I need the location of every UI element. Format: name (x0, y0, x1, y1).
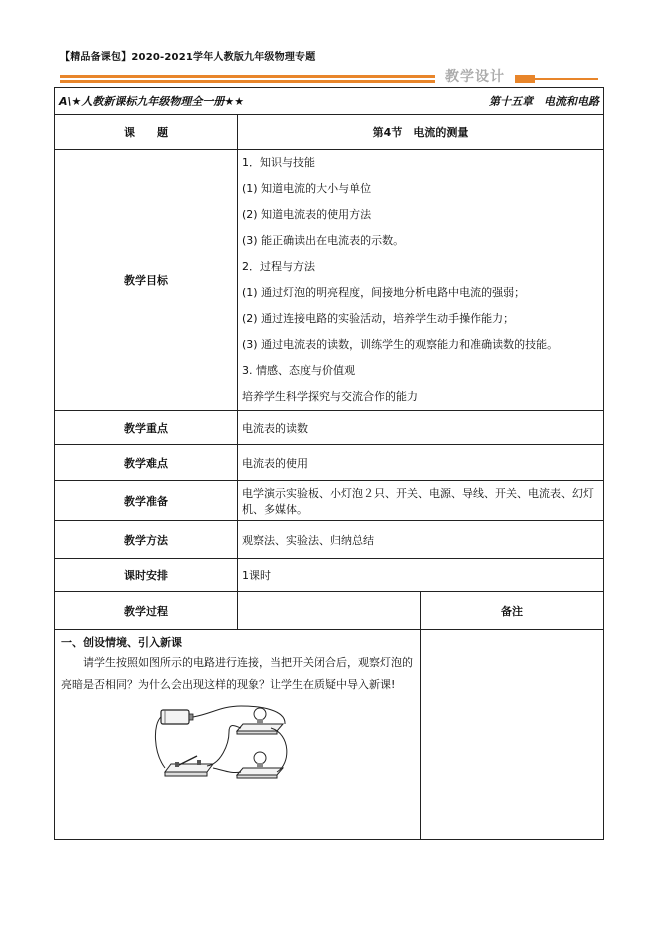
topic-row (55, 115, 604, 150)
objective-line: (1) 通过灯泡的明亮程度，间接地分析电路中电流的强弱； (242, 286, 526, 299)
objective-line: 2．过程与方法 (242, 260, 315, 273)
key-point-row (55, 411, 604, 445)
header-rule-tail (513, 78, 598, 80)
objectives-row (55, 150, 604, 411)
process-header-row (55, 592, 604, 630)
circuit-diagram-icon (151, 704, 301, 786)
process-content (55, 630, 421, 840)
process-content-row (55, 630, 604, 840)
section-title: 一、创设情境、引入新课 (61, 636, 182, 649)
process-header-spacer (238, 592, 421, 630)
difficulty-row (55, 445, 604, 481)
schedule-row (55, 559, 604, 592)
lesson-title: 第4节 电流的测量 (238, 115, 604, 150)
difficulty-value: 电流表的使用 (238, 445, 604, 481)
light-bulb-icon (237, 752, 283, 778)
schedule-value: 1课时 (238, 559, 604, 592)
table-header-row (55, 88, 604, 115)
table-header-cell (55, 88, 604, 115)
process-label: 教学过程 (55, 592, 238, 630)
objective-line: (2) 通过连接电路的实验活动，培养学生动手操作能力； (242, 312, 515, 325)
objectives-content (238, 150, 604, 411)
preparation-row (55, 481, 604, 521)
remark-column (421, 630, 604, 840)
schedule-label: 课时安排 (55, 559, 238, 592)
objective-line: 3. 情感、态度与价值观 (242, 364, 355, 377)
key-point-value: 电流表的读数 (238, 411, 604, 445)
objective-line: (1) 知道电流的大小与单位 (242, 182, 372, 195)
methods-value: 观察法、实验法、归纳总结 (238, 521, 604, 559)
difficulty-label: 教学难点 (55, 445, 238, 481)
objective-line: (2) 知道电流表的使用方法 (242, 208, 372, 221)
battery-icon (161, 710, 193, 724)
methods-row (55, 521, 604, 559)
intro-paragraph: 请学生按照如图所示的电路进行连接，当把开关闭合后，观察灯泡的亮暗是否相同？为什么会出现这样的现象？让学生在质疑中导入新课! (61, 656, 413, 691)
remark-label: 备注 (421, 592, 604, 630)
teaching-design-label: 教学设计 (435, 66, 515, 88)
objective-line: 1．知识与技能 (242, 156, 315, 169)
objective-line: 培养学生科学探究与交流合作的能力 (242, 390, 418, 403)
lesson-plan-table (54, 87, 604, 840)
document-title: 【精品备课包】2020-2021学年人教版九年级物理专题 (60, 52, 316, 63)
objectives-label: 教学目标 (55, 150, 238, 411)
textbook-label: A\★人教新课标九年级物理全一册★★ (59, 95, 245, 108)
switch-icon (165, 756, 213, 776)
methods-label: 教学方法 (55, 521, 238, 559)
key-point-label: 教学重点 (55, 411, 238, 445)
preparation-label: 教学准备 (55, 481, 238, 521)
chapter-label: 第十五章 电流和电路 (489, 95, 599, 108)
preparation-value: 电学演示实验板、小灯泡２只、开关、电源、导线、开关、电流表、幻灯机、多媒体。 (238, 481, 604, 521)
objective-line: (3) 能正确读出在电流表的示数。 (242, 234, 405, 247)
topic-label: 课 题 (55, 115, 238, 150)
objective-line: (3) 通过电流表的读数，训练学生的观察能力和准确读数的技能。 (242, 338, 559, 351)
